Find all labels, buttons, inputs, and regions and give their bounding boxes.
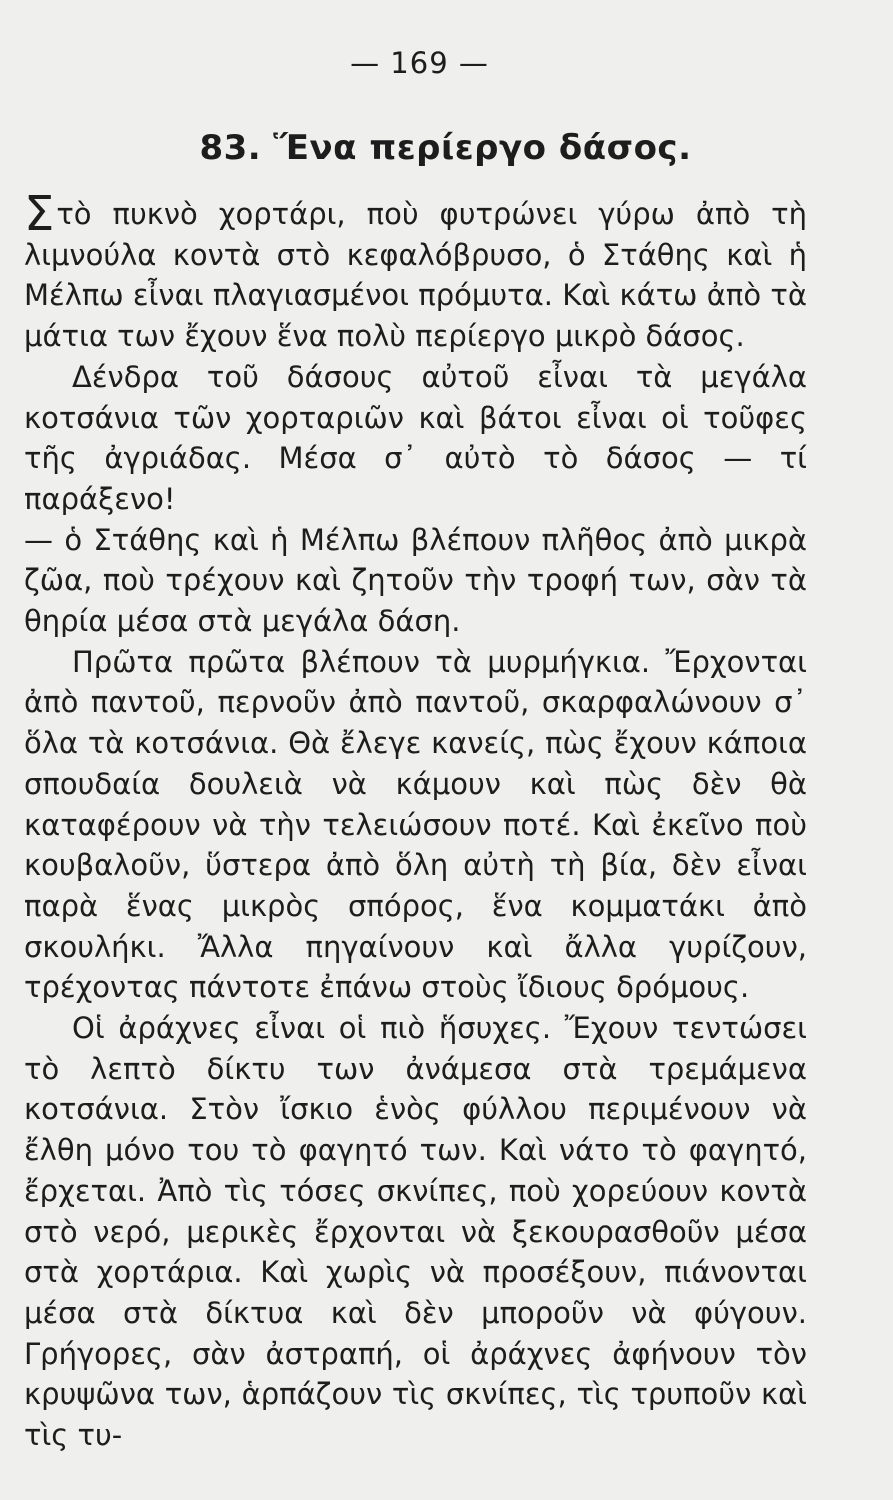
paragraph [24, 1008, 807, 1456]
page-number: — 169 — [350, 46, 489, 80]
paragraph [24, 520, 807, 642]
chapter-title-text: Ἕνα περίεργο δάσος. [273, 128, 692, 168]
chapter-title [24, 128, 807, 168]
paragraph-text: Πρῶτα πρῶτα βλέπουν τὰ μυρμήγκια. Ἔρχονται ἀπὸ παντοῦ, περνοῦν ἀπὸ παντοῦ, σκαρφαλώνουν σ᾿ ὅλα τὰ κοτσάνια. Θὰ ἔλεγε κανείς, πὼς ἔχουν κάποια σπουδαία δουλειὰ νὰ κάμουν καὶ πὼς δὲν θὰ καταφέρουν νὰ τὴν τελειώσουν ποτέ. Καὶ ἐκεῖνο ποὺ κουβαλοῦν, ὕστερα ἀπὸ ὅλη αὐτὴ τὴ βία, δὲν εἶναι παρὰ ἕνας μικρὸς σπόρος, ἕνα κομματάκι ἀπὸ σκουλήκι. Ἄλλα πηγαίνουν καὶ ἄλλα γυρίζουν, τρέχοντας πάντοτε ἐπάνω στοὺς ἴδιους δρόμους. [24, 644, 807, 1005]
paragraph [24, 642, 807, 1008]
drop-cap: Σ [24, 186, 55, 242]
body-text [24, 186, 807, 1456]
chapter-number: 83. [199, 128, 262, 168]
paragraph [24, 186, 807, 357]
paragraph-text: Οἱ ἀράχνες εἶναι οἱ πιὸ ἥσυχες. Ἔχουν τεντώσει τὸ λεπτὸ δίκτυ των ἀνάμεσα στὰ τρεμάμενα κοτσάνια. Στὸν ἴσκιο ἑνὸς φύλλου περιμένουν νὰ ἔλθη μόνο του τὸ φαγητό των. Καὶ νάτο τὸ φαγητό, ἔρχεται. Ἀπὸ τὶς τόσες σκνίπες, ποὺ χορεύουν κοντὰ στὸ νερό, μερικὲς ἔρχονται νὰ ξεκουρασθοῦν μέσα στὰ χορτάρια. Καὶ χωρὶς νὰ προσέξουν, πιάνονται μέσα στὰ δίκτυα καὶ δὲν μποροῦν νὰ φύγουν. Γρήγορες, σὰν ἀστραπή, οἱ ἀράχνες ἀφήνουν τὸν κρυψῶνα των, ἁρπάζουν τὶς σκνίπες, τὶς τρυποῦν καὶ τὶς τυ- [24, 1011, 807, 1453]
paragraph-text: Δένδρα τοῦ δάσους αὐτοῦ εἶναι τὰ μεγάλα κοτσάνια τῶν χορταριῶν καὶ βάτοι εἶναι οἱ τοῦφες τῆς ἀγριάδας. Μέσα σ᾿ αὐτὸ τὸ δάσος — τί παράξενο! [24, 359, 807, 516]
paragraph [24, 357, 807, 520]
paragraph-text: τὸ πυκνὸ χορτάρι, ποὺ φυτρώνει γύρω ἀπὸ τὴ λιμνούλα κοντὰ στὸ κεφαλόβρυσο, ὁ Στάθης καὶ ἡ Μέλπω εἶναι πλαγιασμένοι πρόμυτα. Καὶ κάτω ἀπὸ τὰ μάτια των ἔχουν ἕνα πολὺ περίεργο μικρὸ δάσος. [24, 197, 807, 354]
paragraph-text: — ὁ Στάθης καὶ ἡ Μέλπω βλέπουν πλῆθος ἀπὸ μικρὰ ζῶα, ποὺ τρέχουν καὶ ζητοῦν τὴν τροφή των, σὰν τὰ θηρία μέσα στὰ μεγάλα δάση. [24, 522, 807, 639]
